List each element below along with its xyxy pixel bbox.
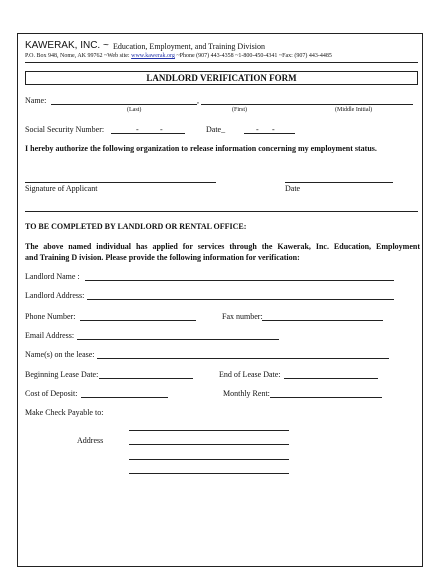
middle-initial-caption: (Middle Initial) [335,107,373,113]
division-name: Education, Employment, and Training Division [113,42,265,51]
last-caption: (Last) [127,107,142,113]
address-label: Address [77,436,104,445]
signature-field[interactable] [25,182,216,183]
landlord-address-field[interactable] [87,299,394,300]
contact-line [25,53,332,59]
date-label: Date_ [206,125,226,134]
first-middle-name-field[interactable] [201,104,413,105]
deposit-label: Cost of Deposit: [25,389,78,398]
name-label: Name: [25,96,47,105]
names-on-lease-field[interactable] [97,358,389,359]
intro-line-1: The above named individual has applied for services through the Kawerak, Inc. Education, Employment [25,242,420,251]
fax-label: Fax number: [222,312,263,321]
name-comma: , [197,96,199,105]
contact-address: P.O. Box 948, Nome, AK 99762 ~Web site: [25,53,130,59]
ssn-dash: - [160,125,163,134]
email-label: Email Address: [25,331,75,340]
landlord-name-label: Landlord Name : [25,272,80,281]
ssn-field[interactable] [111,133,185,134]
phone-field[interactable] [80,320,196,321]
payee-address-line-3[interactable] [129,473,289,474]
fax-field[interactable] [262,320,383,321]
landlord-address-label: Landlord Address: [25,291,85,300]
names-on-lease-label: Name(s) on the lease: [25,350,95,359]
signature-label: Signature of Applicant [25,184,98,193]
date-dash: - [256,125,259,134]
company-name: KAWERAK, INC. ~ [25,40,109,51]
last-name-field[interactable] [51,104,197,105]
payee-address-line-1[interactable] [129,444,289,445]
lease-end-label: End of Lease Date: [219,370,281,379]
signature-date-label: Date [285,184,301,193]
signature-date-field[interactable] [285,182,393,183]
ssn-label: Social Security Number: [25,125,105,134]
website-link[interactable]: www.kawerak.org [131,53,175,59]
contact-phone-fax: ~Phone (907) 443-4358 ~1-800-450-4341 ~Fax: (907) 443-4485 [176,53,332,59]
rent-label: Monthly Rent: [223,389,270,398]
phone-label: Phone Number: [25,312,76,321]
date-field[interactable] [244,133,295,134]
deposit-field[interactable] [81,397,168,398]
date-dash: - [272,125,275,134]
lease-begin-field[interactable] [99,378,193,379]
ssn-dash: - [136,125,139,134]
form-title: LANDLORD VERIFICATION FORM [25,71,418,85]
landlord-section-heading: TO BE COMPLETED BY LANDLORD OR RENTAL OFFICE: [25,222,247,231]
lease-begin-label: Beginning Lease Date: [25,370,99,379]
intro-line-2: and Training D ivision. Please provide the following information for verification: [25,253,300,262]
landlord-name-field[interactable] [85,280,394,281]
payee-address-line-2[interactable] [129,459,289,460]
lease-end-field[interactable] [284,378,378,379]
email-field[interactable] [77,339,279,340]
payee-name-field[interactable] [129,430,289,431]
authorization-statement: I hereby authorize the following organization to release information concerning my employment status. [25,144,377,153]
first-caption: (First) [232,107,247,113]
payable-label: Make Check Payable to: [25,408,104,417]
rent-field[interactable] [270,397,382,398]
header-divider [25,62,418,63]
form-border [17,33,423,567]
section-divider [25,211,418,212]
